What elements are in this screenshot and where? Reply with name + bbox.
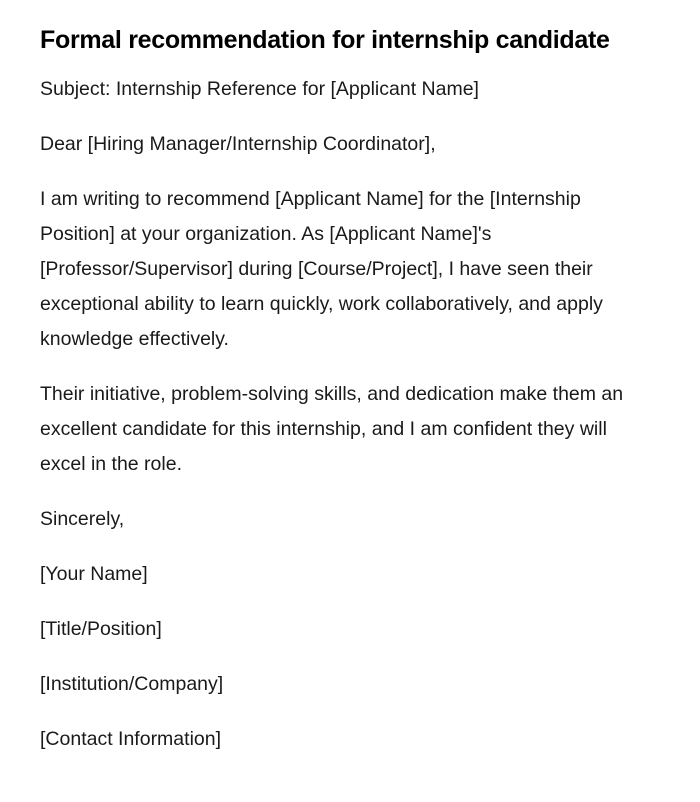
signature-title: [Title/Position]	[40, 618, 162, 640]
signature-contact: [Contact Information]	[40, 728, 222, 750]
signature-institution: [Institution/Company]	[40, 673, 224, 695]
subject-line: Subject: Internship Reference for [Applicant Name]	[40, 78, 479, 100]
body-paragraph: Their initiative, problem-solving skills, and dedication make them an excellent candidate for this internship, and I am confident they will excel in the role.	[40, 383, 624, 475]
closing: Sincerely,	[40, 508, 125, 530]
signature-name: [Your Name]	[40, 563, 148, 585]
salutation: Dear [Hiring Manager/Internship Coordinator],	[40, 133, 436, 155]
document-title: Formal recommendation for internship candidate	[40, 26, 610, 54]
body-paragraph: I am writing to recommend [Applicant Name] for the [Internship Position] at your organization. As [Applicant Name]'s [Professor/Supervisor] during [Course/Project], I have seen their exceptional ability to learn quickly, work collaboratively, and apply knowledge effectively.	[40, 188, 603, 350]
letter-document	[40, 22, 650, 777]
